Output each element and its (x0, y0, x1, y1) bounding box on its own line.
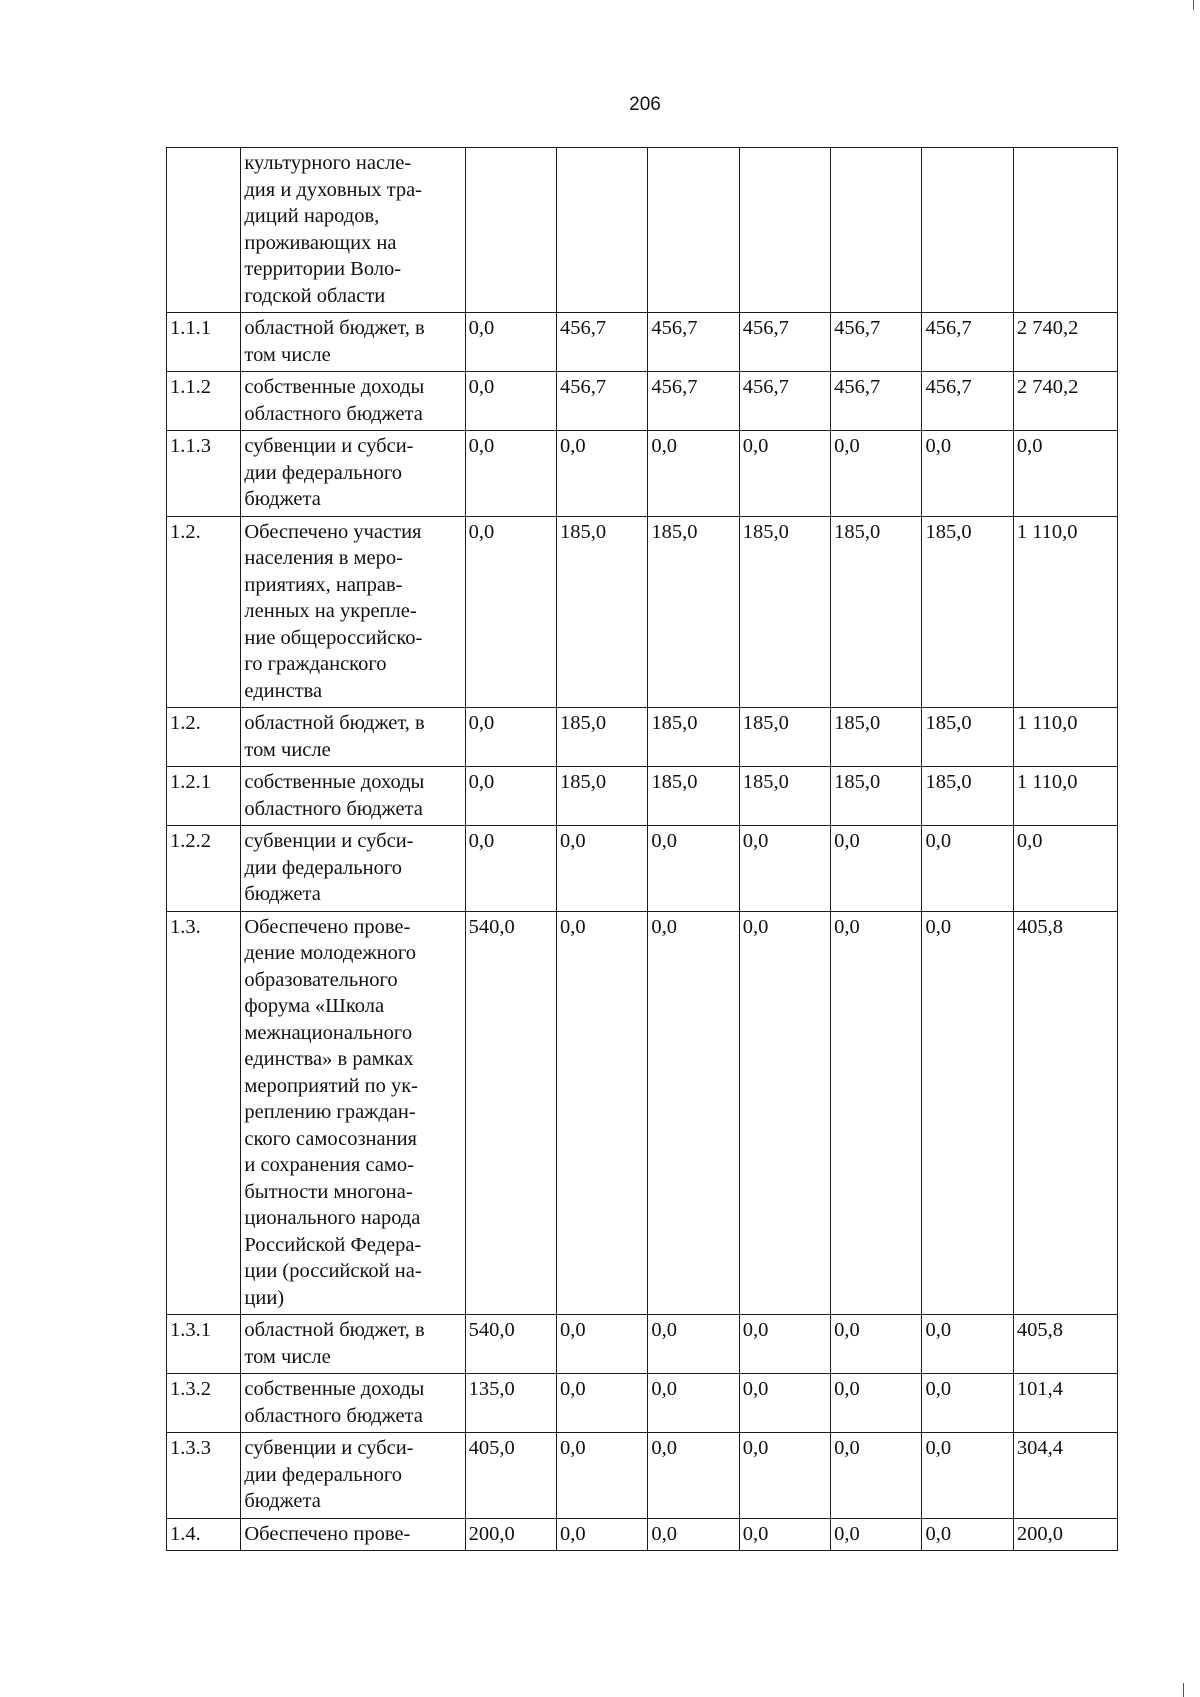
value-cell: 0,0 (556, 911, 647, 1315)
row-name-cell: субвенции и субси- дии федерального бюджета (241, 826, 465, 912)
value-cell: 0,0 (465, 826, 556, 912)
value-cell: 0,0 (648, 1518, 739, 1551)
row-name-cell: областной бюджет, в том числе (241, 1315, 465, 1374)
row-number-cell: 1.2. (167, 516, 241, 708)
row-name-cell: Обеспечено прове- дение молодежного образовательного форума «Школа межнационального единства» в рамках мероприятий по ук- реплению граждан- ского самосознания и сохранения само- бытности многона- ционального народа Российской Федера- ции (российской на- ции) (241, 911, 465, 1315)
value-cell (648, 148, 739, 313)
table-row (167, 911, 1118, 1315)
table-row (167, 431, 1118, 517)
value-cell: 0,0 (556, 1433, 647, 1519)
page-number: 206 (629, 94, 661, 115)
value-cell: 0,0 (465, 372, 556, 431)
row-name-cell: Обеспечено прове- (241, 1518, 465, 1551)
value-cell: 0,0 (556, 431, 647, 517)
row-number-cell: 1.1.3 (167, 431, 241, 517)
row-name-cell: областной бюджет, в том числе (241, 708, 465, 767)
row-name-cell: культурного насле- дия и духовных тра- диций народов, проживающих на территории Воло- годской области (241, 148, 465, 313)
total-value-cell: 1 110,0 (1013, 708, 1117, 767)
value-cell: 0,0 (648, 431, 739, 517)
row-number-cell: 1.3.2 (167, 1374, 241, 1433)
total-value-cell: 1 110,0 (1013, 767, 1117, 826)
row-number-cell: 1.1.2 (167, 372, 241, 431)
value-cell: 0,0 (922, 1518, 1013, 1551)
value-cell: 456,7 (556, 313, 647, 372)
value-cell: 405,0 (465, 1433, 556, 1519)
table-row (167, 767, 1118, 826)
value-cell: 185,0 (556, 708, 647, 767)
table-row (167, 313, 1118, 372)
total-value-cell (1013, 148, 1117, 313)
value-cell: 200,0 (465, 1518, 556, 1551)
table-row (167, 708, 1118, 767)
value-cell: 185,0 (831, 767, 922, 826)
value-cell: 0,0 (739, 1518, 830, 1551)
row-number-cell: 1.1.1 (167, 313, 241, 372)
value-cell: 0,0 (648, 1433, 739, 1519)
value-cell: 0,0 (465, 431, 556, 517)
value-cell: 0,0 (648, 1315, 739, 1374)
row-name-cell: субвенции и субси- дии федерального бюджета (241, 431, 465, 517)
value-cell: 185,0 (739, 767, 830, 826)
budget-table (166, 147, 1118, 1551)
scan-edge-mark-bottom (1183, 1683, 1184, 1697)
value-cell: 185,0 (739, 516, 830, 708)
value-cell: 0,0 (556, 1374, 647, 1433)
total-value-cell: 0,0 (1013, 431, 1117, 517)
value-cell: 456,7 (922, 372, 1013, 431)
value-cell: 0,0 (648, 826, 739, 912)
row-name-cell: собственные доходы областного бюджета (241, 1374, 465, 1433)
value-cell: 456,7 (739, 372, 830, 431)
value-cell: 0,0 (648, 1374, 739, 1433)
value-cell: 456,7 (556, 372, 647, 431)
total-value-cell: 405,8 (1013, 1315, 1117, 1374)
value-cell (831, 148, 922, 313)
table-row (167, 1518, 1118, 1551)
table-row (167, 1315, 1118, 1374)
value-cell: 0,0 (831, 911, 922, 1315)
row-name-cell: собственные доходы областного бюджета (241, 372, 465, 431)
value-cell: 0,0 (831, 431, 922, 517)
row-number-cell: 1.2. (167, 708, 241, 767)
total-value-cell: 0,0 (1013, 826, 1117, 912)
value-cell: 0,0 (648, 911, 739, 1315)
value-cell: 0,0 (739, 431, 830, 517)
value-cell: 0,0 (739, 826, 830, 912)
value-cell: 0,0 (739, 1315, 830, 1374)
total-value-cell: 2 740,2 (1013, 372, 1117, 431)
value-cell: 540,0 (465, 911, 556, 1315)
value-cell: 0,0 (556, 1315, 647, 1374)
total-value-cell: 304,4 (1013, 1433, 1117, 1519)
value-cell (739, 148, 830, 313)
total-value-cell: 405,8 (1013, 911, 1117, 1315)
value-cell: 185,0 (922, 516, 1013, 708)
value-cell: 0,0 (556, 826, 647, 912)
value-cell: 456,7 (739, 313, 830, 372)
total-value-cell: 1 110,0 (1013, 516, 1117, 708)
value-cell: 185,0 (922, 767, 1013, 826)
value-cell: 185,0 (648, 767, 739, 826)
total-value-cell: 200,0 (1013, 1518, 1117, 1551)
value-cell: 0,0 (739, 1433, 830, 1519)
row-number-cell: 1.2.2 (167, 826, 241, 912)
value-cell: 0,0 (831, 1315, 922, 1374)
value-cell: 456,7 (922, 313, 1013, 372)
total-value-cell: 101,4 (1013, 1374, 1117, 1433)
table-row (167, 516, 1118, 708)
table-row (167, 1374, 1118, 1433)
table-row (167, 148, 1118, 313)
row-number-cell: 1.4. (167, 1518, 241, 1551)
value-cell: 135,0 (465, 1374, 556, 1433)
value-cell: 185,0 (739, 708, 830, 767)
value-cell: 0,0 (831, 1374, 922, 1433)
value-cell: 0,0 (831, 1518, 922, 1551)
value-cell: 0,0 (739, 911, 830, 1315)
value-cell: 185,0 (556, 767, 647, 826)
value-cell: 185,0 (556, 516, 647, 708)
row-number-cell: 1.3. (167, 911, 241, 1315)
table-row (167, 826, 1118, 912)
value-cell (465, 148, 556, 313)
value-cell: 185,0 (648, 708, 739, 767)
value-cell: 0,0 (556, 1518, 647, 1551)
value-cell: 185,0 (831, 708, 922, 767)
value-cell: 540,0 (465, 1315, 556, 1374)
row-name-cell: Обеспечено участия населения в меро- приятиях, направ- ленных на укрепле- ние общероссийско- го гражданского единства (241, 516, 465, 708)
value-cell: 0,0 (465, 767, 556, 826)
row-number-cell (167, 148, 241, 313)
table-row (167, 1433, 1118, 1519)
value-cell: 185,0 (831, 516, 922, 708)
value-cell: 0,0 (922, 1315, 1013, 1374)
value-cell: 0,0 (465, 313, 556, 372)
row-number-cell: 1.2.1 (167, 767, 241, 826)
value-cell: 0,0 (739, 1374, 830, 1433)
row-name-cell: собственные доходы областного бюджета (241, 767, 465, 826)
value-cell: 0,0 (831, 1433, 922, 1519)
row-number-cell: 1.3.3 (167, 1433, 241, 1519)
value-cell: 456,7 (831, 313, 922, 372)
value-cell: 0,0 (922, 1374, 1013, 1433)
value-cell: 0,0 (922, 1433, 1013, 1519)
scan-edge-mark-top (1193, 0, 1194, 10)
value-cell: 0,0 (465, 516, 556, 708)
value-cell: 0,0 (465, 708, 556, 767)
total-value-cell: 2 740,2 (1013, 313, 1117, 372)
value-cell: 185,0 (922, 708, 1013, 767)
value-cell: 0,0 (831, 826, 922, 912)
value-cell: 0,0 (922, 826, 1013, 912)
value-cell: 185,0 (648, 516, 739, 708)
value-cell (556, 148, 647, 313)
value-cell: 0,0 (922, 431, 1013, 517)
budget-table-body (167, 148, 1118, 1551)
table-row (167, 372, 1118, 431)
row-name-cell: субвенции и субси- дии федерального бюджета (241, 1433, 465, 1519)
row-number-cell: 1.3.1 (167, 1315, 241, 1374)
row-name-cell: областной бюджет, в том числе (241, 313, 465, 372)
value-cell: 456,7 (831, 372, 922, 431)
value-cell: 456,7 (648, 372, 739, 431)
value-cell (922, 148, 1013, 313)
value-cell: 0,0 (922, 911, 1013, 1315)
value-cell: 456,7 (648, 313, 739, 372)
